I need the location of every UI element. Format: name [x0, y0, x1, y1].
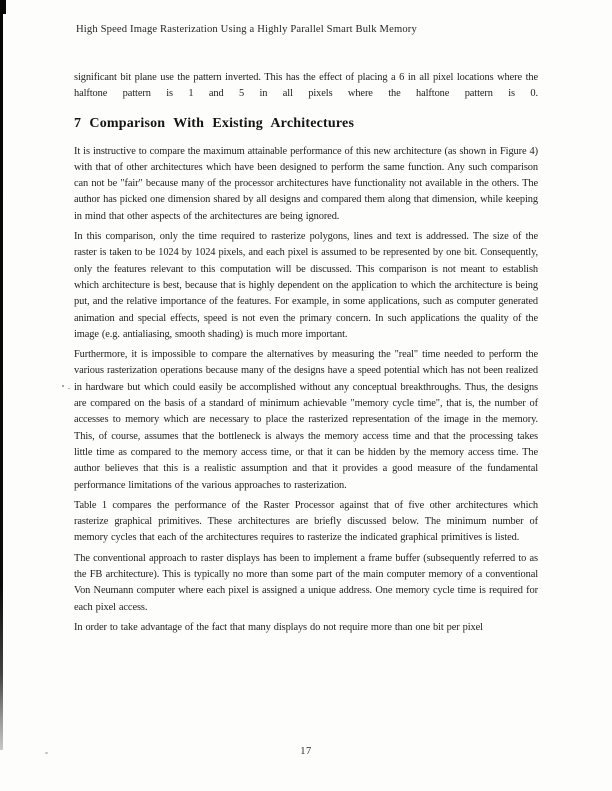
scan-edge-artifact — [0, 0, 3, 750]
scan-speck — [68, 388, 70, 389]
paragraph-table1-overview: Table 1 compares the performance of the Raster Processor against that of five other architectures which rasterize graphical primitives. These architectures are briefly discussed below. The minimum number of memory cycles that each of the architectures requires to rasterize the indicated graphical primitives is listed. — [74, 499, 538, 544]
paragraph-memory-cycle-standard: Furthermore, it is impossible to compare the alternatives by measuring the "real" time needed to perform the various rasterization operations because many of the designs have a speed potential which has not been realized in hardware but which could easily be accomplished without any conceptual breakthroughs. Thus, the designs are compared on the basis of a standard of minimum achievable "memory cycle time", that is, the number of accesses to memory which are necessary to place the rasterized representation of the image in the memory. This, of course, assumes that the bottleneck is always the memory access time and that the processing takes little time as compared to the memory access time, or that it can be hidden by the memory access time. The author believes that this is a realistic assumption and that it provides a good measure of the fundamental performance limitations of the various approaches to rasterization. — [74, 349, 538, 491]
paragraph-continuation: significant bit plane use the pattern inverted. This has the effect of placing a 6 in all pixel locations where the halftone pattern is 1 and 5 in all pixels where the halftone pattern is 0. — [74, 72, 538, 100]
paragraph-comparison-scope: In this comparison, only the time required to rasterize polygons, lines and text is addressed. The size of the raster is taken to be 1024 by 1024 pixels, and each pixel is assumed to be represented by one bit. Consequently, only the features relevant to this computation will be discussed. This comparison is not meant to establish which architecture is best, because that is highly dependent on the application to which the architecture is being put, and the relative importance of the features. For example, in some applications, such as computer generated animation and special effects, speed is not even the primary concern. In such applications the quality of the image (e.g. antialiasing, smooth shading) is much more important. — [74, 231, 538, 340]
section-heading: 7 Comparison With Existing Architectures — [74, 115, 355, 131]
text-column — [74, 70, 538, 636]
scan-speck — [62, 385, 64, 387]
scan-corner-artifact — [0, 0, 6, 14]
paragraph-comparison-intro: It is instructive to compare the maximum attainable performance of this new architecture (as shown in Figure 4) with that of other architectures which have been designed to perform the same function. Any such comparison can not be "fair" because many of the processor architectures have functionality not available in the others. The author has picked one dimension shared by all designs and compared them along that dimension, while keeping in mind that other aspects of the architectures are being ignored. — [74, 145, 538, 222]
running-header: High Speed Image Rasterization Using a Highly Parallel Smart Bulk Memory — [76, 24, 417, 35]
paragraph-frame-buffer: The conventional approach to raster displays has been to implement a frame buffer (subsequently referred to as the FB architecture). This is typically no more than some part of the main computer memory of a conventional Von Neumann computer where each pixel is assigned a unique address. One memory cycle time is required for each pixel access. — [74, 552, 538, 613]
scan-speck — [45, 752, 48, 754]
page-number: 17 — [300, 746, 312, 757]
paragraph-one-bit-lead-in: In order to take advantage of the fact that many displays do not require more than one bit per pixel — [74, 621, 483, 633]
